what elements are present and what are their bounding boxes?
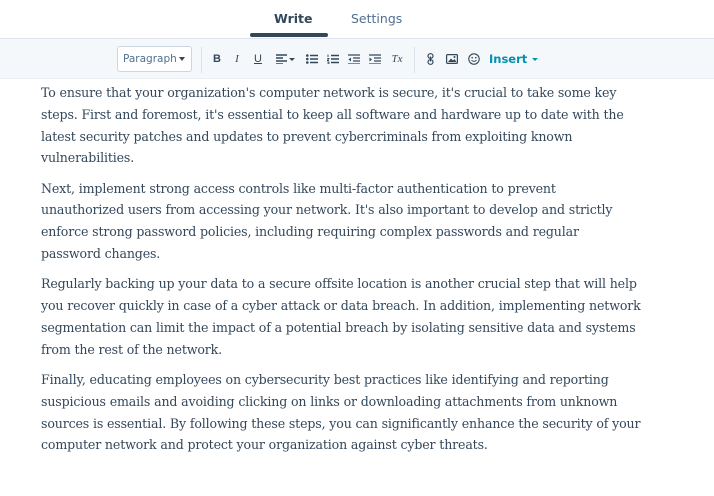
emoji-icon (468, 53, 480, 65)
editor-paragraph[interactable]: Next, implement strong access controls like multi-factor authentication to prevent unauthorized users from accessing your network. It's also important to develop and strictly enforce strong password policies, including requiring complex passwords and regular password changes. (41, 180, 613, 262)
editor-paragraph[interactable]: To ensure that your organization's computer network is secure, it's crucial to take some key steps. First and foremost, it's essential to keep all software and hardware up to date with the latest security patches and updates to prevent cybercriminals from exploiting known vulnerabilities. (41, 85, 624, 166)
outdent-button[interactable] (347, 51, 360, 67)
tab-settings[interactable]: Settings (351, 11, 403, 26)
toolbar-divider (201, 47, 202, 73)
image-button[interactable] (445, 51, 458, 67)
underline-button[interactable]: U (254, 53, 262, 65)
indent-icon (369, 54, 381, 64)
tab-bar (0, 0, 714, 38)
image-icon (446, 54, 458, 64)
editor-paragraph[interactable]: Finally, educating employees on cybersecurity best practices like identifying and reporting suspicious emails and avoiding clicking on links or downloading attachments from unknown sources is essential. By following these steps, you can significantly enhance the security of your computer network and protect your organization against cyber threats. (41, 372, 641, 453)
bold-button[interactable]: B (213, 53, 221, 65)
editor-toolbar (0, 38, 714, 79)
block-format-value: Paragraph (123, 53, 177, 65)
emoji-button[interactable] (467, 51, 480, 67)
editor-paragraph[interactable]: Regularly backing up your data to a secure offsite location is another crucial step that will help you recover quickly in case of a cyber attack or data breach. In addition, implementing network segmentation can limit the impact of a potential breach by isolating sensitive data and systems from the rest of the network. (41, 276, 641, 357)
tab-write[interactable]: Write (274, 11, 313, 26)
bulleted-list-button[interactable] (305, 51, 318, 67)
insert-dropdown-button[interactable] (489, 51, 538, 67)
outdent-icon (348, 54, 360, 64)
align-dropdown-button[interactable] (274, 51, 296, 67)
editor-body[interactable] (41, 82, 641, 465)
active-tab-indicator (250, 33, 328, 37)
italic-button[interactable]: I (235, 53, 239, 65)
align-icon (276, 54, 287, 64)
chevron-down-icon (532, 58, 538, 61)
numbered-list-button[interactable] (326, 51, 339, 67)
clear-format-button[interactable] (390, 51, 404, 67)
bulleted-list-icon (306, 54, 318, 64)
numbered-list-icon (327, 54, 339, 64)
clear-format-icon: Tx (391, 53, 403, 65)
indent-button[interactable] (368, 51, 381, 67)
chevron-down-icon (289, 58, 295, 61)
link-button[interactable] (425, 51, 435, 67)
toolbar-divider (414, 47, 415, 73)
chevron-down-icon (179, 57, 185, 61)
block-format-select[interactable] (117, 46, 192, 72)
link-icon (427, 53, 434, 65)
insert-label: Insert (489, 52, 528, 66)
